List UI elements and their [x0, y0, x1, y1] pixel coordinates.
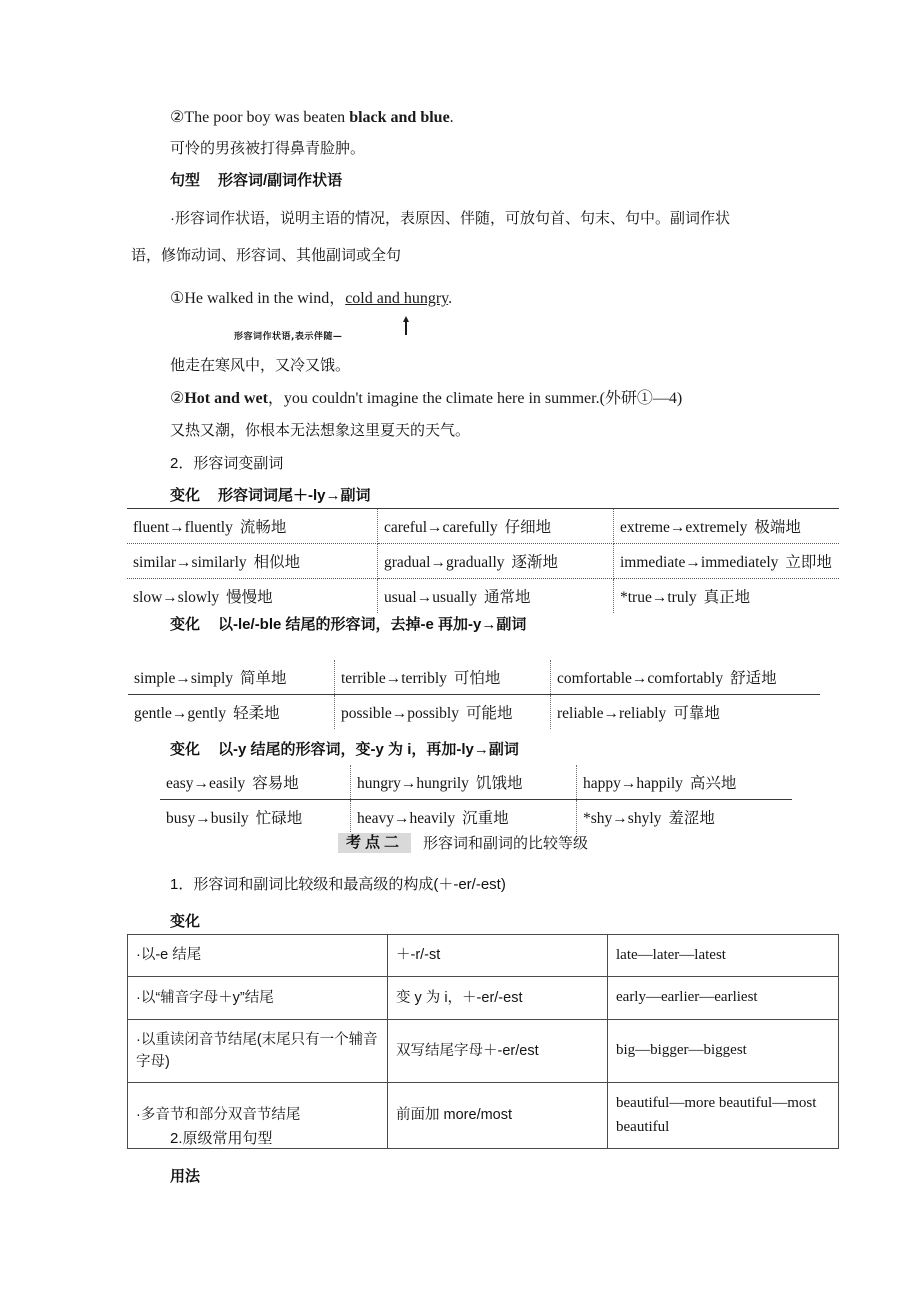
rule-3-header — [170, 738, 519, 759]
example-marker: ② — [170, 390, 185, 407]
example-text-before: The poor boy was beaten — [184, 109, 350, 126]
word-meaning: 通常地 — [484, 589, 531, 606]
kaodian-title: 形容词和副词的比较等级 — [423, 835, 589, 852]
word-meaning: 立即地 — [785, 554, 832, 571]
table-cell — [614, 579, 840, 614]
word-pair: *true→truly — [620, 589, 697, 606]
word-pair: similar→similarly — [133, 554, 247, 571]
table-row — [128, 695, 820, 730]
example-wind-en — [170, 291, 452, 307]
rule-1-label: 变化 — [170, 487, 201, 504]
word-meaning: 仔细地 — [504, 519, 552, 536]
sentence-pattern-desc-line2: 语，修饰动词、形容词、其他副词或全句 — [131, 247, 402, 264]
section-3-rule-label: 变化 — [170, 913, 201, 930]
table-row — [127, 579, 839, 614]
table-cell — [127, 509, 378, 544]
kaodian-2-header — [338, 832, 588, 853]
example-black-blue-en — [170, 110, 454, 126]
table-row — [127, 544, 839, 579]
word-meaning: 真正地 — [703, 589, 751, 606]
example-hot-wet-cn: 又热又潮，你根本无法想象这里夏天的天气。 — [170, 422, 471, 439]
table-cell — [335, 660, 551, 695]
word-pair: *shy→shyly — [583, 810, 662, 827]
table-row — [160, 800, 792, 835]
word-meaning: 流畅地 — [239, 519, 287, 536]
rule-2-header — [170, 613, 526, 634]
word-pair: reliable→reliably — [557, 705, 667, 722]
rule-3-label: 变化 — [170, 741, 201, 758]
comparative-superlative-table — [127, 934, 839, 1149]
table-row — [128, 660, 820, 695]
word-meaning: 容易地 — [252, 775, 299, 792]
example-text-bold: Hot and wet — [184, 390, 268, 407]
word-pair: possible→possibly — [341, 705, 459, 722]
word-pair: busy→busily — [166, 810, 249, 827]
table-row — [128, 977, 839, 1019]
rule-cell: ·以“辅音字母＋y”结尾 — [128, 977, 388, 1019]
word-pair: gradual→gradually — [384, 554, 505, 571]
word-meaning: 可能地 — [465, 705, 513, 722]
table-cell — [551, 660, 821, 695]
example-text-after: . — [448, 290, 453, 307]
word-meaning: 羞涩地 — [668, 810, 715, 827]
word-pair: immediate→immediately — [620, 554, 779, 571]
example-marker: ② — [170, 109, 185, 126]
word-meaning: 饥饿地 — [475, 775, 523, 792]
section-2-heading: 2．形容词变副词 — [170, 455, 284, 472]
sentence-pattern-title: 形容词/副词作状语 — [218, 172, 343, 189]
example-marker: ① — [170, 290, 185, 307]
table-cell — [551, 695, 821, 730]
word-meaning: 沉重地 — [462, 810, 509, 827]
rule-1-text: 形容词词尾＋-ly→副词 — [218, 487, 371, 504]
table-row — [160, 765, 792, 800]
word-pair: simple→simply — [134, 670, 234, 687]
kaodian-badge: 考点二 — [338, 833, 411, 853]
sentence-pattern-header — [170, 169, 342, 190]
adverb-table-y — [160, 765, 792, 834]
example-wind-cn: 他走在寒风中，又冷又饿。 — [170, 357, 351, 374]
rule-cell: ·以重读闭音节结尾(末尾只有一个辅音字母) — [128, 1019, 388, 1083]
word-meaning: 逐渐地 — [511, 554, 559, 571]
change-cell: ＋-r/-st — [388, 935, 608, 977]
grammar-annotation-note: 形容词作状语,表示伴随— — [234, 332, 343, 342]
adverb-table-le-ble — [128, 660, 820, 729]
table-cell — [160, 765, 351, 800]
table-cell — [351, 765, 577, 800]
table-cell — [335, 695, 551, 730]
word-pair: fluent→fluently — [133, 519, 233, 536]
word-meaning: 简单地 — [240, 670, 287, 687]
example-text-after: . — [449, 109, 454, 126]
example-text-before: He walked in the wind， — [184, 290, 346, 307]
table-row — [128, 1019, 839, 1083]
table-cell — [127, 544, 378, 579]
change-cell: 变 y 为 i，＋-er/-est — [388, 977, 608, 1019]
table-cell — [127, 579, 378, 614]
word-pair: comfortable→comfortably — [557, 670, 724, 687]
table-cell — [378, 579, 614, 614]
example-cell: beautiful—more beautiful—most beautiful — [608, 1083, 839, 1149]
table-cell — [160, 800, 351, 835]
word-pair: usual→usually — [384, 589, 477, 606]
example-black-blue-cn: 可怜的男孩被打得鼻青脸肿。 — [170, 140, 366, 157]
table-cell — [128, 660, 335, 695]
sentence-pattern-label: 句型 — [170, 172, 201, 189]
table-cell — [378, 509, 614, 544]
rule-2-text: 以-le/-ble 结尾的形容词，去掉-e 再加-y→副词 — [218, 616, 527, 633]
word-pair: gentle→gently — [134, 705, 227, 722]
example-cell: big—bigger—biggest — [608, 1019, 839, 1083]
word-meaning: 极端地 — [754, 519, 801, 536]
adverb-table-ly — [127, 508, 839, 613]
example-text-bold: black and blue — [349, 109, 450, 126]
table-cell — [351, 800, 577, 835]
example-hot-wet-en — [170, 391, 682, 407]
rule-cell: ·以-e 结尾 — [128, 935, 388, 977]
section-3-heading-2: 2.原级常用句型 — [170, 1130, 273, 1147]
rule-1-header — [170, 484, 371, 505]
table-cell — [577, 800, 793, 835]
word-meaning: 可怕地 — [453, 670, 501, 687]
section-3-rule-label-2: 用法 — [170, 1168, 201, 1185]
table-cell — [614, 509, 840, 544]
table-cell — [577, 765, 793, 800]
word-pair: careful→carefully — [384, 519, 498, 536]
word-meaning: 慢慢地 — [226, 589, 273, 606]
change-cell: 前面加 more/most — [388, 1083, 608, 1149]
word-meaning: 高兴地 — [689, 775, 737, 792]
word-meaning: 舒适地 — [730, 670, 777, 687]
word-pair: heavy→heavily — [357, 810, 456, 827]
word-meaning: 忙碌地 — [255, 810, 303, 827]
word-pair: hungry→hungrily — [357, 775, 469, 792]
word-pair: terrible→terribly — [341, 670, 447, 687]
example-cell: late—later—latest — [608, 935, 839, 977]
word-meaning: 相似地 — [253, 554, 301, 571]
word-pair: happy→happily — [583, 775, 683, 792]
rule-cell: ·多音节和部分双音节结尾 — [128, 1083, 388, 1149]
sentence-pattern-desc-line1: ·形容词作状语，说明主语的情况，表原因、伴随，可放句首、句末、句中。副词作状 — [170, 210, 730, 227]
example-text-rest: ，you couldn't imagine the climate here in summer.(外研①—4) — [267, 390, 683, 407]
table-cell — [128, 695, 335, 730]
word-pair: easy→easily — [166, 775, 246, 792]
change-cell: 双写结尾字母＋-er/est — [388, 1019, 608, 1083]
example-cell: early—earlier—earliest — [608, 977, 839, 1019]
rule-2-label: 变化 — [170, 616, 201, 633]
word-meaning: 可靠地 — [673, 705, 720, 722]
word-meaning: 轻柔地 — [233, 705, 280, 722]
table-cell — [378, 544, 614, 579]
annotation-arrow-icon — [400, 316, 414, 328]
word-pair: slow→slowly — [133, 589, 220, 606]
table-cell — [614, 544, 840, 579]
rule-3-text: 以-y 结尾的形容词，变-y 为 i，再加-ly→副词 — [218, 741, 519, 758]
table-row — [128, 935, 839, 977]
word-pair: extreme→extremely — [620, 519, 748, 536]
table-row — [127, 509, 839, 544]
section-3-heading: 1．形容词和副词比较级和最高级的构成(＋-er/-est) — [170, 876, 506, 893]
example-text-underlined: cold and hungry — [345, 290, 449, 307]
